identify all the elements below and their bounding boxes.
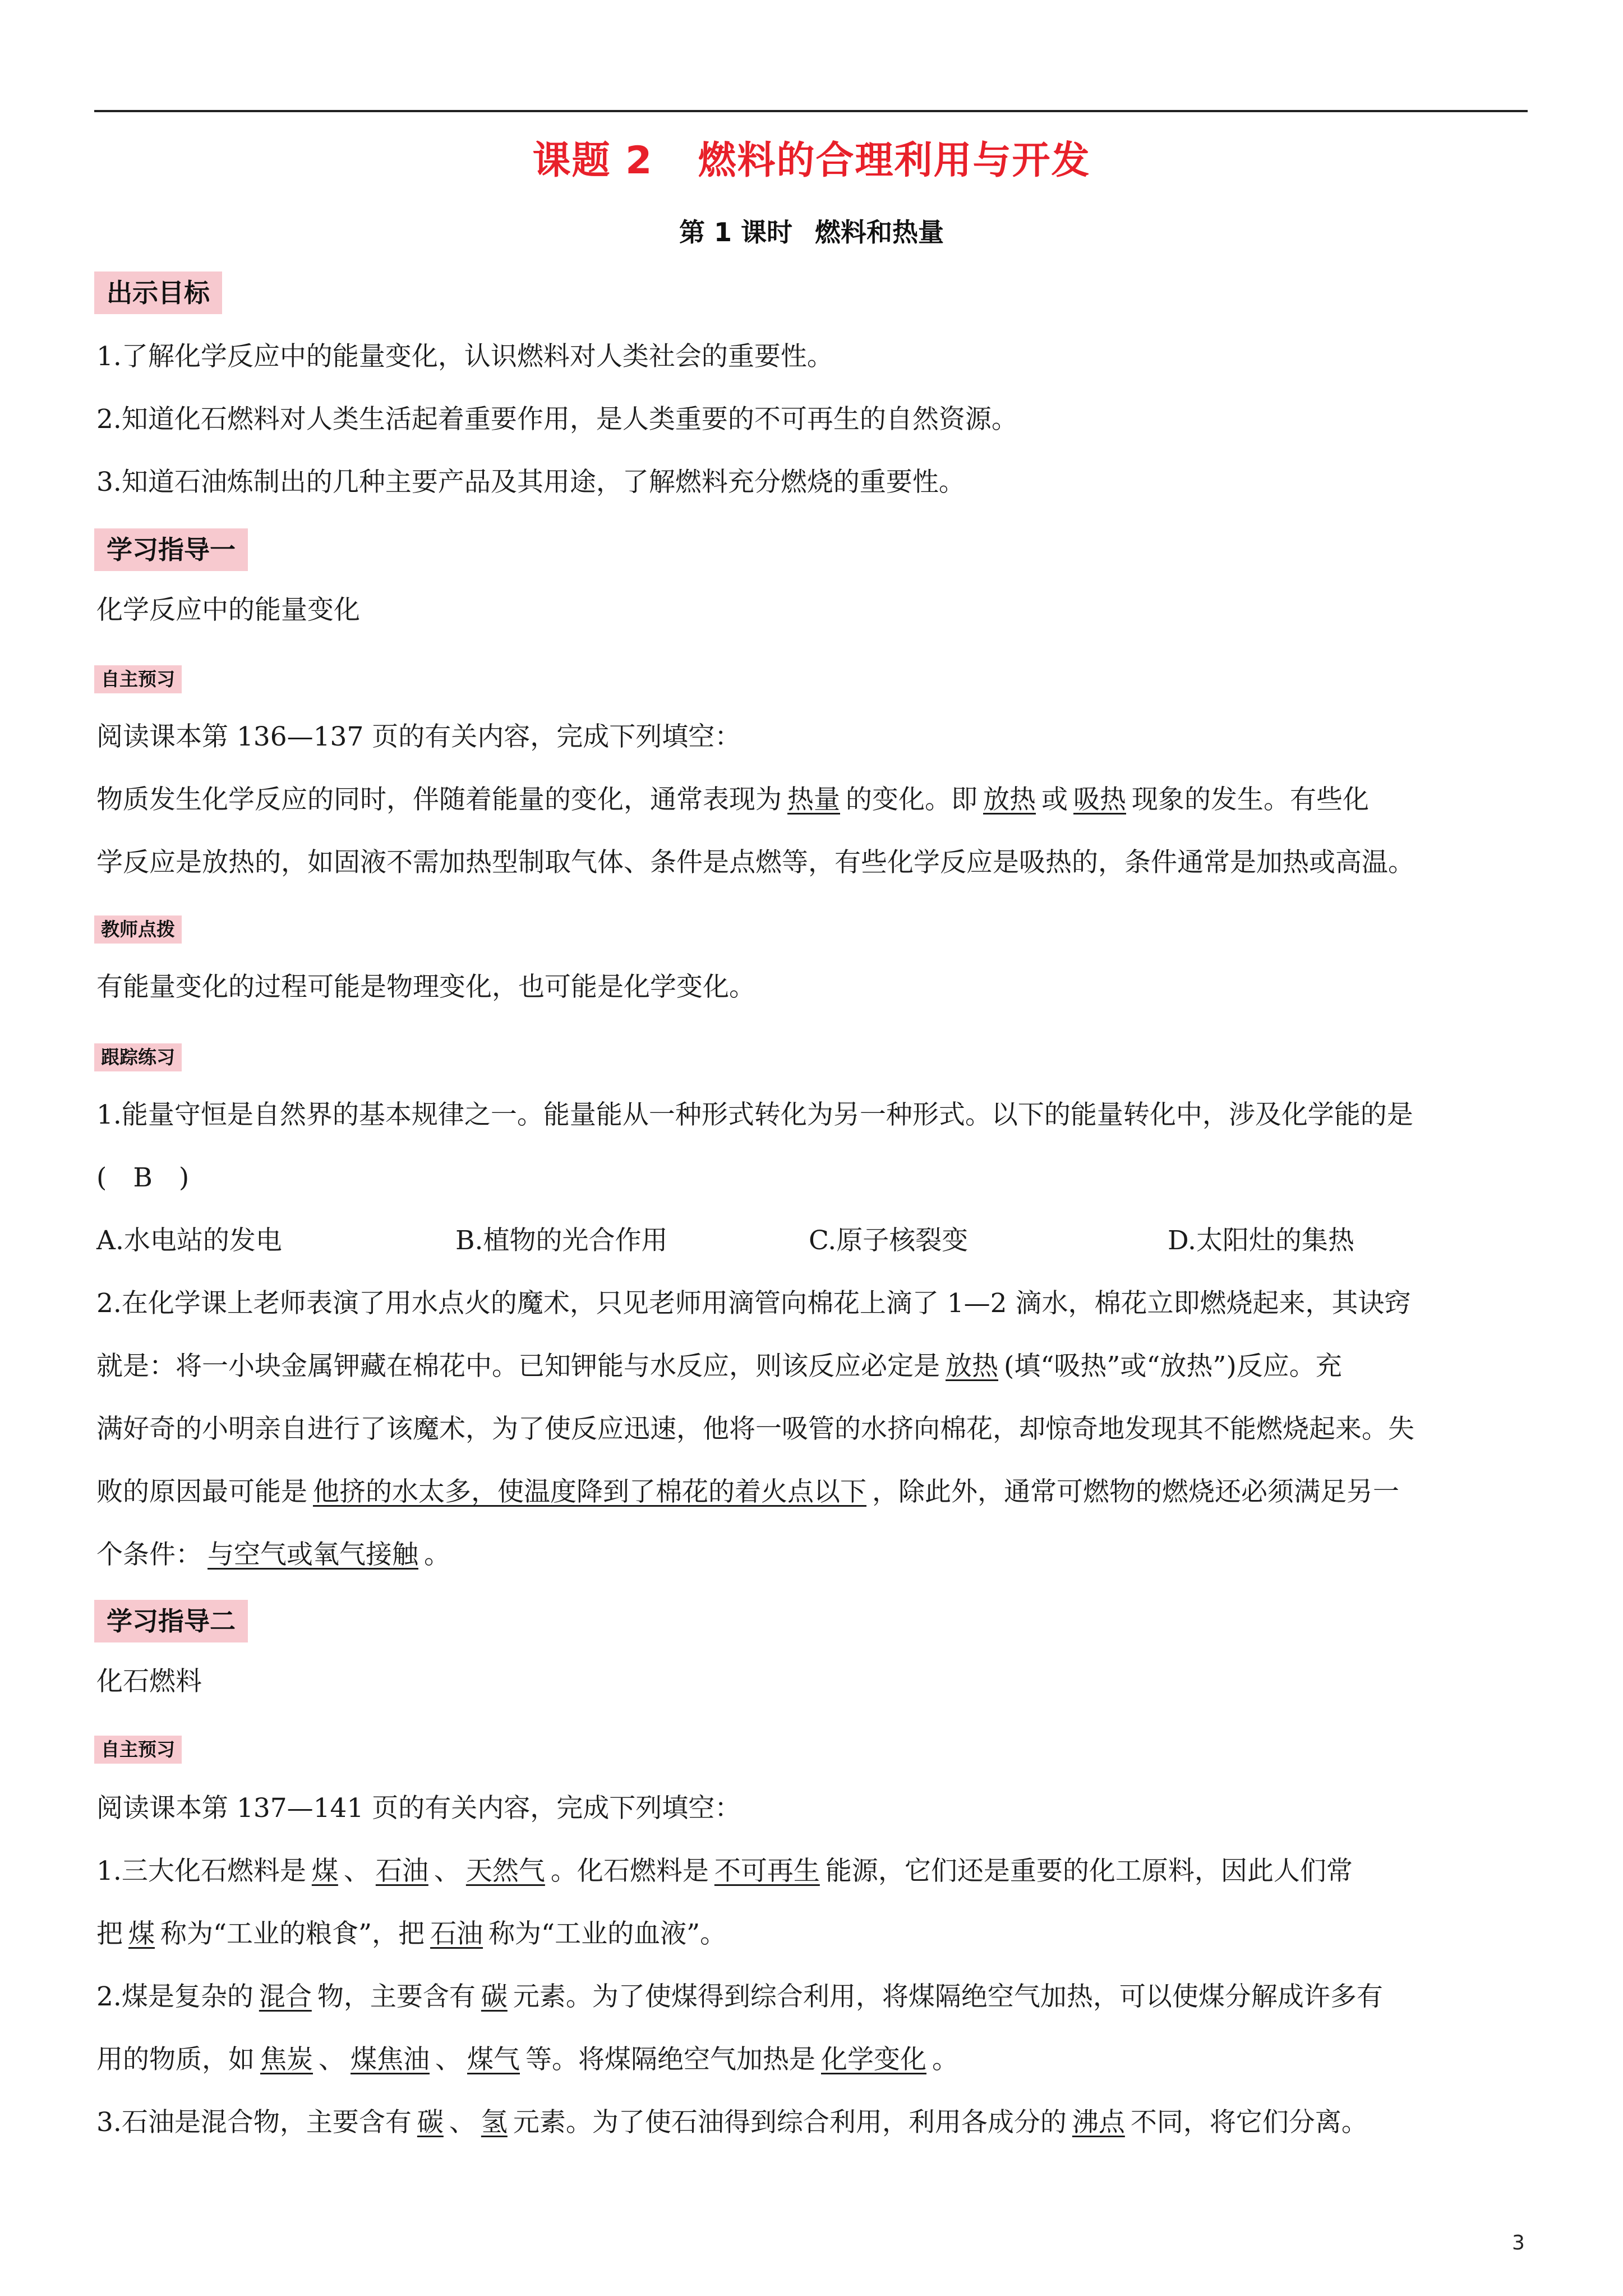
teacher-tip: 有能量变化的过程可能是物理变化，也可能是化学变化。 — [96, 972, 755, 1002]
guide2-paragraph-line: 3.石油是混合物，主要含有 碳 、 氢 元素。为了使石油得到综合利用，利用各成分的 沸点 不同，将它们分离。 — [96, 2107, 1368, 2138]
answer-blank: 沸点 — [1072, 2107, 1125, 2138]
guide2-topic: 化石燃料 — [96, 1666, 202, 1697]
answer-blank: 碳 — [417, 2107, 444, 2138]
title-number: 课题 2 — [532, 139, 653, 183]
answer-blank: 煤气 — [467, 2044, 520, 2075]
header-rule — [94, 110, 1528, 112]
answer-blank: 煤 — [311, 1856, 338, 1887]
answer-blank: 不可再生 — [714, 1856, 820, 1887]
option-d: D.太阳灶的集热 — [1168, 1225, 1354, 1256]
answer-blank: 放热 — [983, 784, 1036, 815]
answer-blank: 天然气 — [465, 1856, 545, 1887]
answer-blank: 石油 — [430, 1918, 483, 1949]
answer-blank: 与空气或氧气接触 — [208, 1539, 418, 1570]
guide2-paragraph-line: 2.煤是复杂的 混合 物，主要含有 碳 元素。为了使煤得到综合利用，将煤隔绝空气加热，可以使煤分解成许多有 — [96, 1981, 1383, 2012]
answer-blank: 化学变化 — [821, 2044, 926, 2075]
answer-blank: 煤焦油 — [351, 2044, 430, 2075]
answer-blank: 煤 — [128, 1918, 155, 1949]
goal-item: 3.知道石油炼制出的几种主要产品及其用途，了解燃料充分燃烧的重要性。 — [96, 467, 965, 498]
answer-blank: 热量 — [787, 784, 840, 815]
goal-item: 1.了解化学反应中的能量变化，认识燃料对人类社会的重要性。 — [96, 341, 833, 372]
guide2-paragraph-line: 用的物质，如 焦炭 、 煤焦油 、 煤气 等。将煤隔绝空气加热是 化学变化 。 — [96, 2044, 958, 2075]
guide2-preview-intro: 阅读课本第 137—141 页的有关内容，完成下列填空： — [96, 1793, 741, 1824]
answer-blank: 氢 — [481, 2107, 508, 2138]
answer-blank: 吸热 — [1073, 784, 1126, 815]
option-a: A.水电站的发电 — [96, 1225, 282, 1256]
guide1-topic: 化学反应中的能量变化 — [96, 595, 360, 625]
option-b: B.植物的光合作用 — [455, 1225, 668, 1256]
question-2: 2.在化学课上老师表演了用水点火的魔术，只见老师用滴管向棉花上滴了 1—2 滴水，棉花立即燃烧起来，其诀窍 — [96, 1288, 1411, 1319]
guide1-paragraph-line: 物质发生化学反应的同时，伴随着能量的变化，通常表现为 热量 的变化。即 放热 或 吸热 现象的发生。有些化 — [96, 784, 1369, 815]
page-title — [0, 130, 1623, 185]
option-c: C.原子核裂变 — [809, 1225, 969, 1256]
answer-blank: 石油 — [375, 1856, 428, 1887]
page-subtitle — [0, 212, 1623, 249]
page-number: 3 — [1512, 2231, 1525, 2254]
goals-badge: 出示目标 — [94, 272, 222, 314]
answer-blank: 放热 — [946, 1351, 998, 1382]
question-2-line: 满好奇的小明亲自进行了该魔术，为了使反应迅速，他将一吸管的水挤向棉花，却惊奇地发现其不能燃烧起来。失 — [96, 1414, 1414, 1444]
answer-blank: 混合 — [259, 1981, 312, 2012]
title-text: 燃料的合理利用与开发 — [698, 139, 1091, 183]
question-2-line: 就是：将一小块金属钾藏在棉花中。已知钾能与水反应，则该反应必定是 放热 (填“吸热”或“放热”)反应。充 — [96, 1351, 1342, 1382]
question-2-line: 个条件： 与空气或氧气接触 。 — [96, 1539, 450, 1570]
guide2-paragraph-line: 把 煤 称为“工业的粮食”，把 石油 称为“工业的血液”。 — [96, 1918, 727, 1949]
guide2-badge: 学习指导二 — [94, 1600, 248, 1642]
goal-item: 2.知道化石燃料对人类生活起着重要作用，是人类重要的不可再生的自然资源。 — [96, 404, 1018, 435]
teacher-tip-badge: 教师点拨 — [94, 915, 182, 944]
guide1-badge: 学习指导一 — [94, 528, 248, 571]
answer-blank: 焦炭 — [260, 2044, 313, 2075]
guide2-paragraph-line: 1.三大化石燃料是 煤 、 石油 、 天然气 。化石燃料是 不可再生 能源，它们还是重要的化工原料，因此人们常 — [96, 1856, 1353, 1887]
answer-blank: 他挤的水太多，使温度降到了棉花的着火点以下 — [313, 1476, 866, 1507]
guide1-preview-badge: 自主预习 — [94, 665, 182, 693]
guide1-paragraph-line: 学反应是放热的，如固液不需加热型制取气体、条件是点燃等，有些化学反应是吸热的，条件通常是加热或高温。 — [96, 847, 1414, 878]
answer-blank: 碳 — [481, 1981, 508, 2012]
subtitle-text: 燃料和热量 — [815, 217, 944, 247]
guide1-preview-intro: 阅读课本第 136—137 页的有关内容，完成下列填空： — [96, 721, 741, 752]
question-2-line: 败的原因最可能是 他挤的水太多，使温度降到了棉花的着火点以下 ，除此外，通常可燃物的燃烧还必须满足另一 — [96, 1476, 1399, 1507]
guide2-preview-badge: 自主预习 — [94, 1736, 182, 1764]
practice-badge: 跟踪练习 — [94, 1043, 182, 1071]
question-1: 1.能量守恒是自然界的基本规律之一。能量能从一种形式转化为另一种形式。以下的能量转化中，涉及化学能的是 — [96, 1099, 1413, 1130]
subtitle-number: 第 1 课时 — [679, 217, 793, 247]
question-1-answer: ( B ) — [96, 1162, 190, 1193]
